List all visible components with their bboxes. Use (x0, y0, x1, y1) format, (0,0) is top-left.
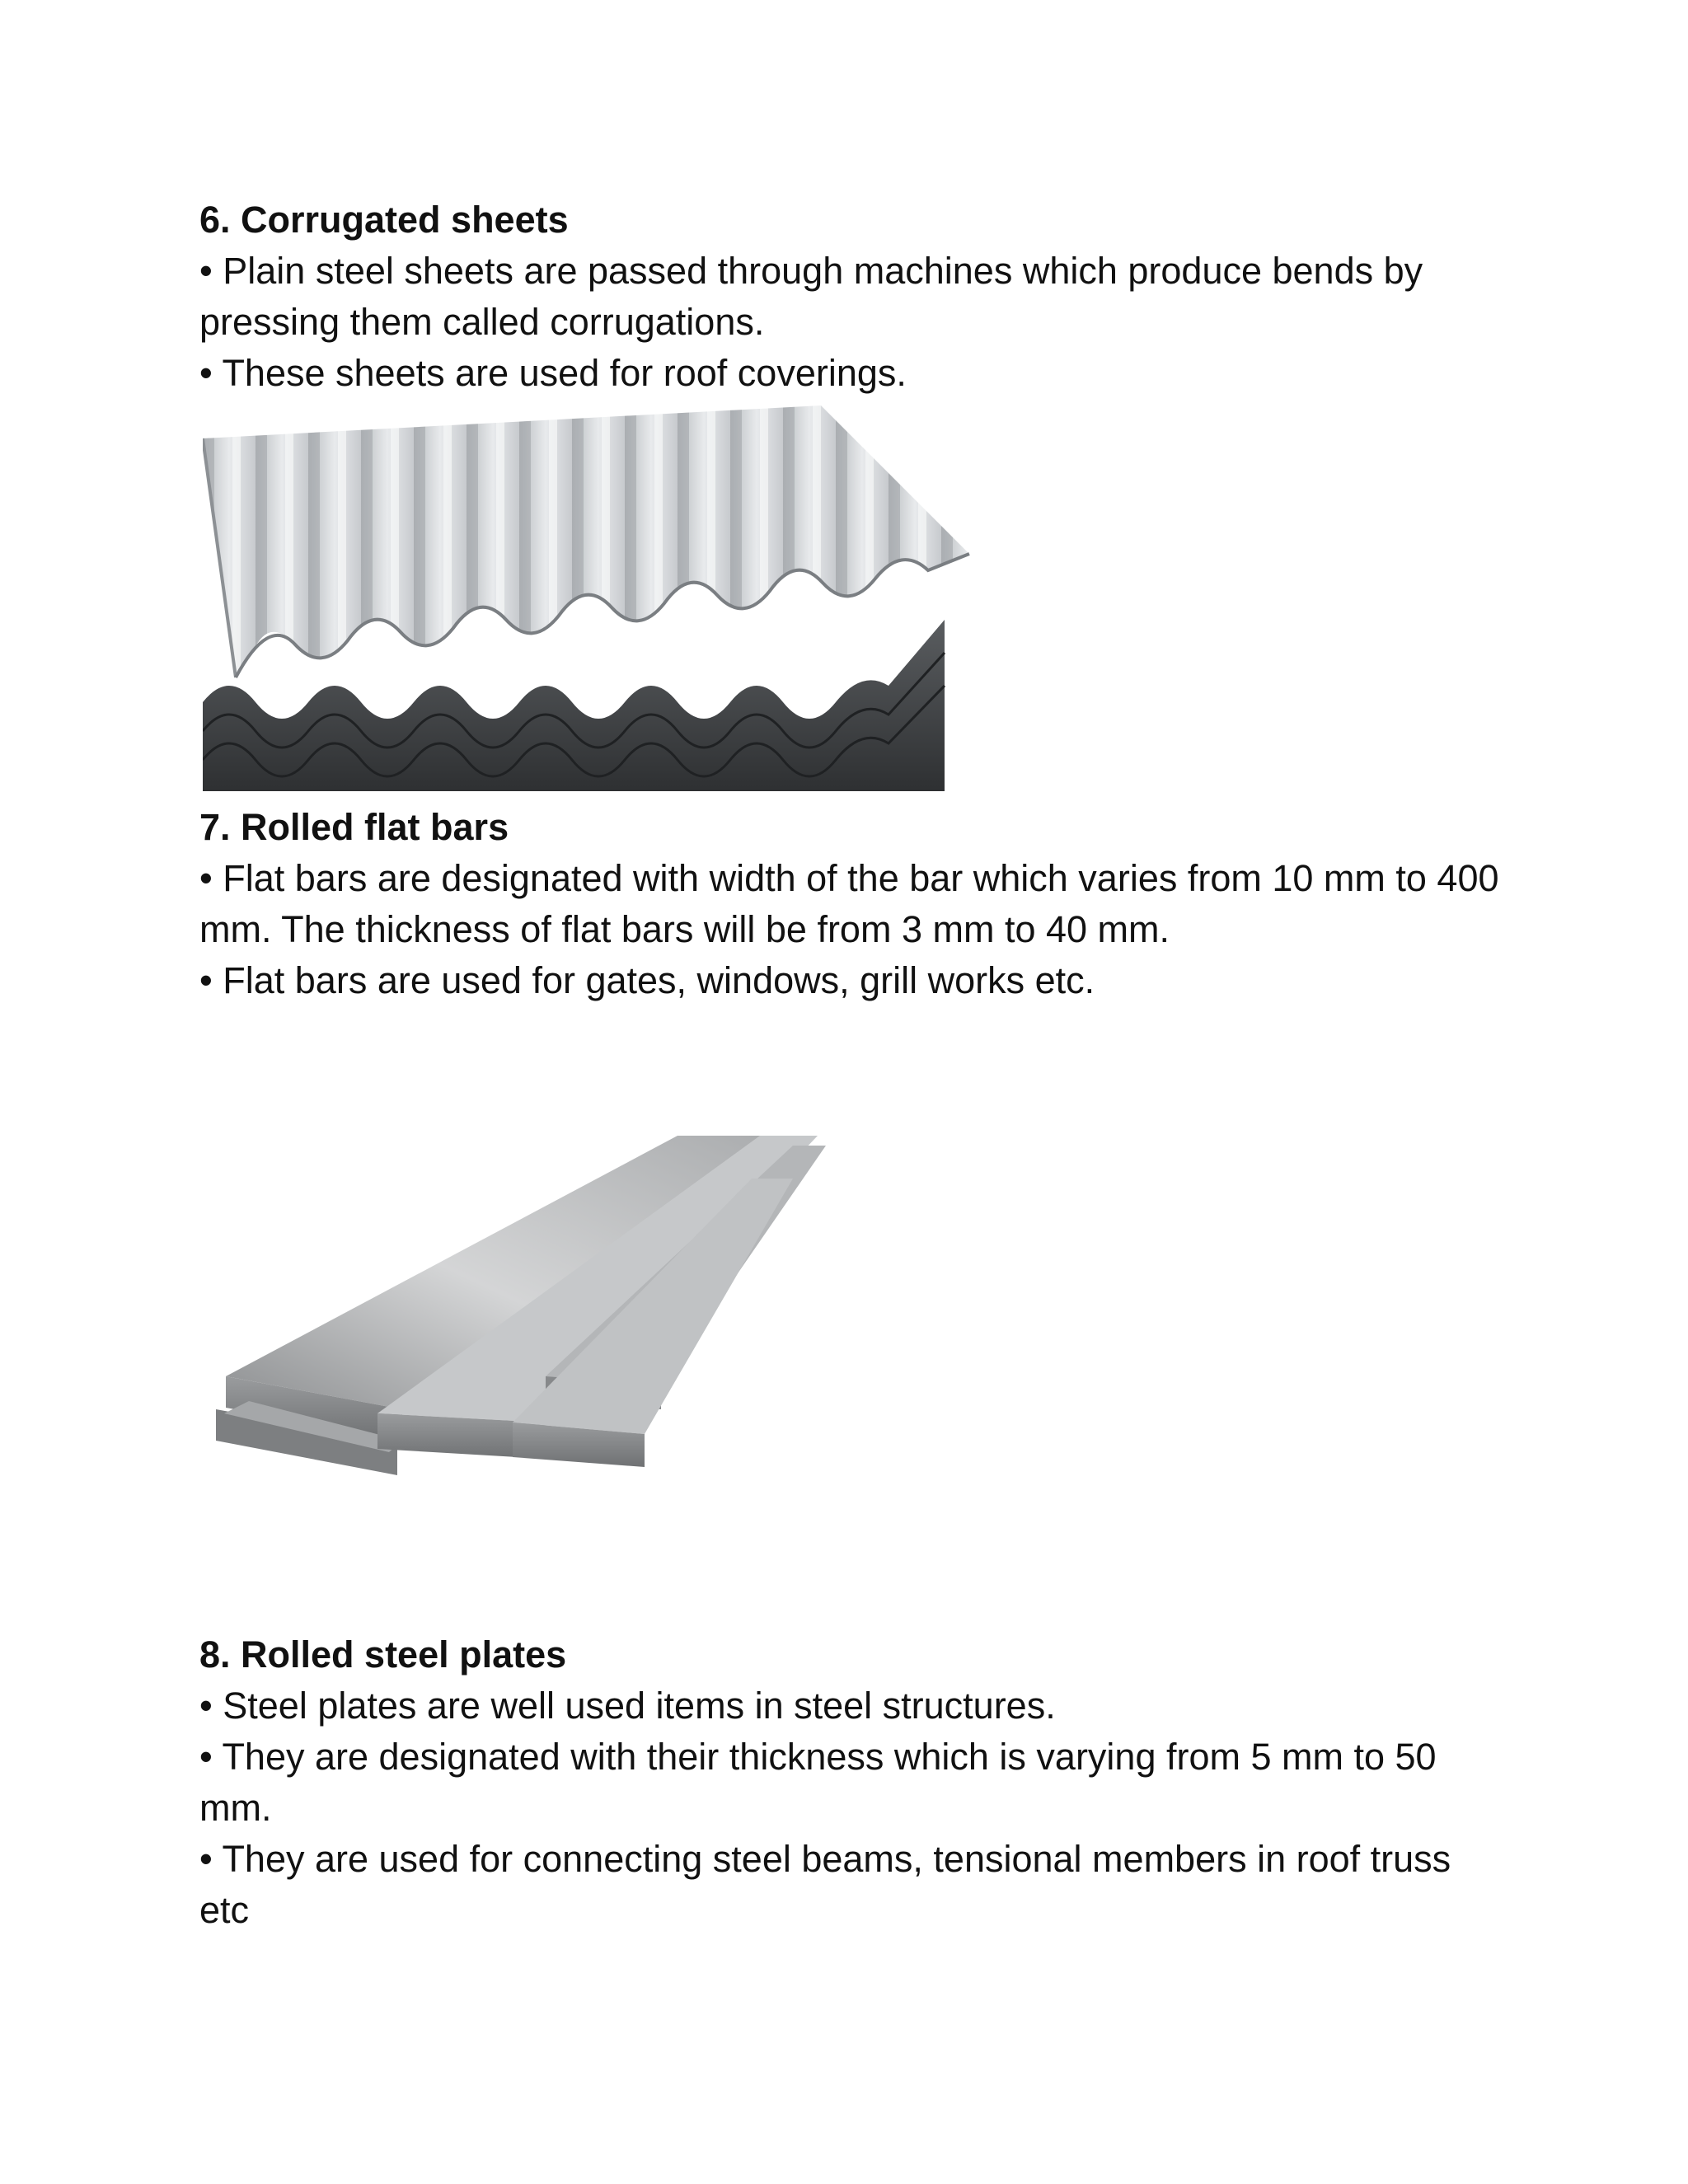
section-heading: 6. Corrugated sheets (199, 199, 569, 241)
bullet-paragraph: • Flat bars are designated with width of the bar which varies from 10 mm to 400 mm. The thickness of flat bars will be from 3 mm to 40 mm. (199, 857, 1499, 950)
bullet-paragraph: • Steel plates are well used items in steel structures. (199, 1685, 1056, 1727)
corrugated-sheets-illustration (203, 405, 978, 791)
section-heading: 8. Rolled steel plates (199, 1633, 567, 1675)
section-rolled-flat-bars (199, 802, 1510, 1006)
bullet-paragraph: • They are used for connecting steel beams, tensional members in roof truss etc (199, 1838, 1451, 1931)
section-corrugated-sheets (199, 194, 1510, 399)
flat-bars-image (216, 1129, 826, 1500)
section-heading: 7. Rolled flat bars (199, 806, 509, 848)
bullet-paragraph: • These sheets are used for roof coverings. (199, 352, 907, 394)
corrugated-sheets-image (203, 405, 978, 791)
bullet-paragraph: • Flat bars are used for gates, windows, grill works etc. (199, 959, 1095, 1001)
flat-bars-illustration (216, 1129, 826, 1500)
bullet-paragraph: • Plain steel sheets are passed through machines which produce bends by pressing them called corrugations. (199, 250, 1423, 343)
bullet-paragraph: • They are designated with their thickness which is varying from 5 mm to 50 mm. (199, 1736, 1437, 1829)
section-rolled-steel-plates (199, 1629, 1510, 1936)
